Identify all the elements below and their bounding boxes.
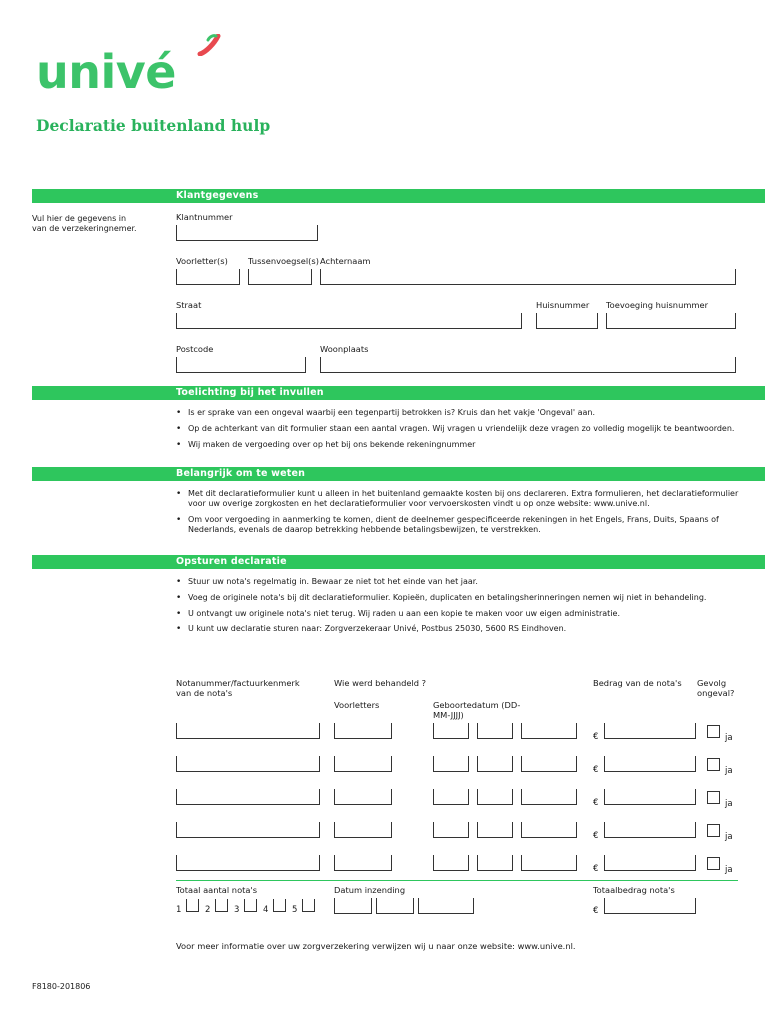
ongeval-checkbox[interactable]: [707, 824, 720, 837]
toevoeging-field[interactable]: [606, 313, 736, 329]
nota-field[interactable]: [176, 723, 320, 739]
list-item: • Stuur uw nota's regelmatig in. Bewaar ze niet tot het einde van het jaar.: [176, 577, 736, 587]
label-voorletters: Voorletter(s): [176, 256, 228, 266]
nota-field[interactable]: [176, 756, 320, 772]
belangrijk-list: [176, 489, 746, 541]
side-note: Vul hier de gegevens in van de verzekeringnemer.: [32, 214, 137, 233]
label-straat: Straat: [176, 300, 202, 310]
huisnummer-field[interactable]: [536, 313, 598, 329]
voorletters-field[interactable]: [176, 269, 240, 285]
section-heading: Belangrijk om te weten: [176, 468, 306, 479]
geboorte-maand-field[interactable]: [477, 756, 513, 772]
ongeval-checkbox[interactable]: [707, 791, 720, 804]
totaalbedrag-field[interactable]: [604, 898, 696, 914]
geboorte-jaar-field[interactable]: [521, 822, 577, 838]
geboorte-dag-field[interactable]: [433, 789, 469, 805]
euro-symbol: €: [593, 798, 599, 808]
postcode-field[interactable]: [176, 357, 306, 373]
label-toevoeging: Toevoeging huisnummer: [606, 300, 709, 310]
ja-label: ja: [725, 733, 733, 743]
ongeval-checkbox[interactable]: [707, 857, 720, 870]
geboorte-maand-field[interactable]: [477, 822, 513, 838]
aantal-checkbox[interactable]: [244, 899, 257, 912]
ongeval-checkbox[interactable]: [707, 758, 720, 771]
nota-field[interactable]: [176, 822, 320, 838]
toelichting-list: [176, 408, 746, 455]
section-heading: Toelichting bij het invullen: [176, 387, 324, 398]
form-code: F8180-201806: [32, 982, 91, 991]
voorletters-field[interactable]: [334, 855, 392, 871]
geboorte-maand-field[interactable]: [477, 789, 513, 805]
label-klantnummer: Klantnummer: [176, 212, 233, 222]
datum-jaar-field[interactable]: [418, 898, 474, 914]
ja-label: ja: [725, 766, 733, 776]
ja-label: ja: [725, 865, 733, 875]
voorletters-field[interactable]: [334, 756, 392, 772]
ja-label: ja: [725, 832, 733, 842]
voorletters-field[interactable]: [334, 822, 392, 838]
voorletters-field[interactable]: [334, 723, 392, 739]
aantal-checkbox[interactable]: [273, 899, 286, 912]
list-item: • U ontvangt uw originele nota's niet terug. Wij raden u aan een kopie te maken voor uw eigen administratie.: [176, 609, 736, 619]
aantal-checkbox[interactable]: [302, 899, 315, 912]
bedrag-field[interactable]: [604, 855, 696, 871]
euro-symbol: €: [593, 732, 599, 742]
datum-dag-field[interactable]: [334, 898, 372, 914]
euro-symbol: €: [593, 864, 599, 874]
bedrag-field[interactable]: [604, 756, 696, 772]
geboorte-maand-field[interactable]: [477, 855, 513, 871]
section-bar-belangrijk: [32, 467, 765, 481]
euro-symbol: €: [593, 831, 599, 841]
label-totaal-aantal: Totaal aantal nota's: [176, 885, 258, 895]
datum-maand-field[interactable]: [376, 898, 414, 914]
list-item: • Met dit declaratieformulier kunt u alleen in het buitenland gemaakte kosten bij ons declareren. Extra formulieren, het declaratieformulier voor uw overige zorgkosten en het declaratieformulier voor vervoerskosten vindt u op onze website: www.unive.nl.: [176, 489, 746, 509]
geboorte-jaar-field[interactable]: [521, 789, 577, 805]
bedrag-field[interactable]: [604, 723, 696, 739]
geboorte-dag-field[interactable]: [433, 822, 469, 838]
col-header-gevolg: Gevolg ongeval?: [697, 678, 735, 698]
straat-field[interactable]: [176, 313, 522, 329]
list-item: • Wij maken de vergoeding over op het bij ons bekende rekeningnummer: [176, 440, 746, 450]
label-datum-inzending: Datum inzending: [334, 885, 406, 895]
nota-field[interactable]: [176, 789, 320, 805]
euro-symbol: €: [593, 906, 599, 916]
section-heading: Klantgegevens: [176, 190, 259, 201]
label-postcode: Postcode: [176, 344, 214, 354]
footer-info: Voor meer informatie over uw zorgverzekering verwijzen wij u naar onze website: www.unive.nl.: [176, 941, 576, 951]
list-item: • Voeg de originele nota's bij dit declaratieformulier. Kopieën, duplicaten en betalingsherinneringen nemen wij niet in behandeling.: [176, 593, 736, 603]
geboorte-dag-field[interactable]: [433, 756, 469, 772]
aantal-digit: 1: [176, 905, 182, 915]
aantal-checkbox[interactable]: [186, 899, 199, 912]
ongeval-checkbox[interactable]: [707, 725, 720, 738]
achternaam-field[interactable]: [320, 269, 736, 285]
tussenvoegsels-field[interactable]: [248, 269, 312, 285]
opsturen-list: [176, 577, 736, 640]
klantnummer-field[interactable]: [176, 225, 318, 241]
geboorte-dag-field[interactable]: [433, 855, 469, 871]
geboorte-jaar-field[interactable]: [521, 855, 577, 871]
label-totaalbedrag: Totaalbedrag nota's: [593, 885, 675, 895]
aantal-digit: 2: [205, 905, 211, 915]
list-item: • U kunt uw declaratie sturen naar: Zorgverzekeraar Univé, Postbus 25030, 5600 RS Eindhoven.: [176, 624, 736, 634]
geboorte-jaar-field[interactable]: [521, 723, 577, 739]
col-header-voorletters: Voorletters: [334, 700, 380, 710]
col-header-bedrag: Bedrag van de nota's: [593, 678, 682, 688]
logo-wordmark: univé: [36, 45, 176, 99]
divider: [176, 880, 738, 881]
col-header-wie: Wie werd behandeld ?: [334, 678, 427, 688]
voorletters-field[interactable]: [334, 789, 392, 805]
col-header-nota: Notanummer/factuurkenmerk van de nota's: [176, 678, 300, 698]
aantal-digit: 4: [263, 905, 269, 915]
geboorte-maand-field[interactable]: [477, 723, 513, 739]
label-huisnummer: Huisnummer: [536, 300, 590, 310]
euro-symbol: €: [593, 765, 599, 775]
label-tussenvoegsels: Tussenvoegsel(s): [248, 256, 319, 266]
label-woonplaats: Woonplaats: [320, 344, 369, 354]
aantal-checkbox[interactable]: [215, 899, 228, 912]
geboorte-dag-field[interactable]: [433, 723, 469, 739]
section-bar-toelichting: [32, 386, 765, 400]
aantal-digit: 3: [234, 905, 240, 915]
bedrag-field[interactable]: [604, 789, 696, 805]
document-title: Declaratie buitenland hulp: [36, 116, 271, 135]
list-item: • Op de achterkant van dit formulier staan een aantal vragen. Wij vragen u vriendelijk deze vragen zo volledig mogelijk te beantwoorden.: [176, 424, 746, 434]
nota-field[interactable]: [176, 855, 320, 871]
aantal-digit: 5: [292, 905, 298, 915]
section-bar-opsturen: [32, 555, 765, 569]
bedrag-field[interactable]: [604, 822, 696, 838]
section-bar-klantgegevens: [32, 189, 765, 203]
col-header-geboortedatum: Geboortedatum (DD-MM-JJJJ): [433, 700, 521, 720]
section-heading: Opsturen declaratie: [176, 556, 287, 567]
woonplaats-field[interactable]: [320, 357, 736, 373]
label-achternaam: Achternaam: [320, 256, 371, 266]
unive-logo: [36, 28, 236, 98]
geboorte-jaar-field[interactable]: [521, 756, 577, 772]
list-item: • Om voor vergoeding in aanmerking te komen, dient de deelnemer gespecificeerde rekeningen in het Engels, Frans, Duits, Spaans of Nederlands, evenals de daarop betrekking hebbende betalingsbewijzen, te verstrekken.: [176, 515, 746, 535]
apple-icon: [196, 34, 222, 56]
list-item: • Is er sprake van een ongeval waarbij een tegenpartij betrokken is? Kruis dan het vakje 'Ongeval' aan.: [176, 408, 746, 418]
ja-label: ja: [725, 799, 733, 809]
